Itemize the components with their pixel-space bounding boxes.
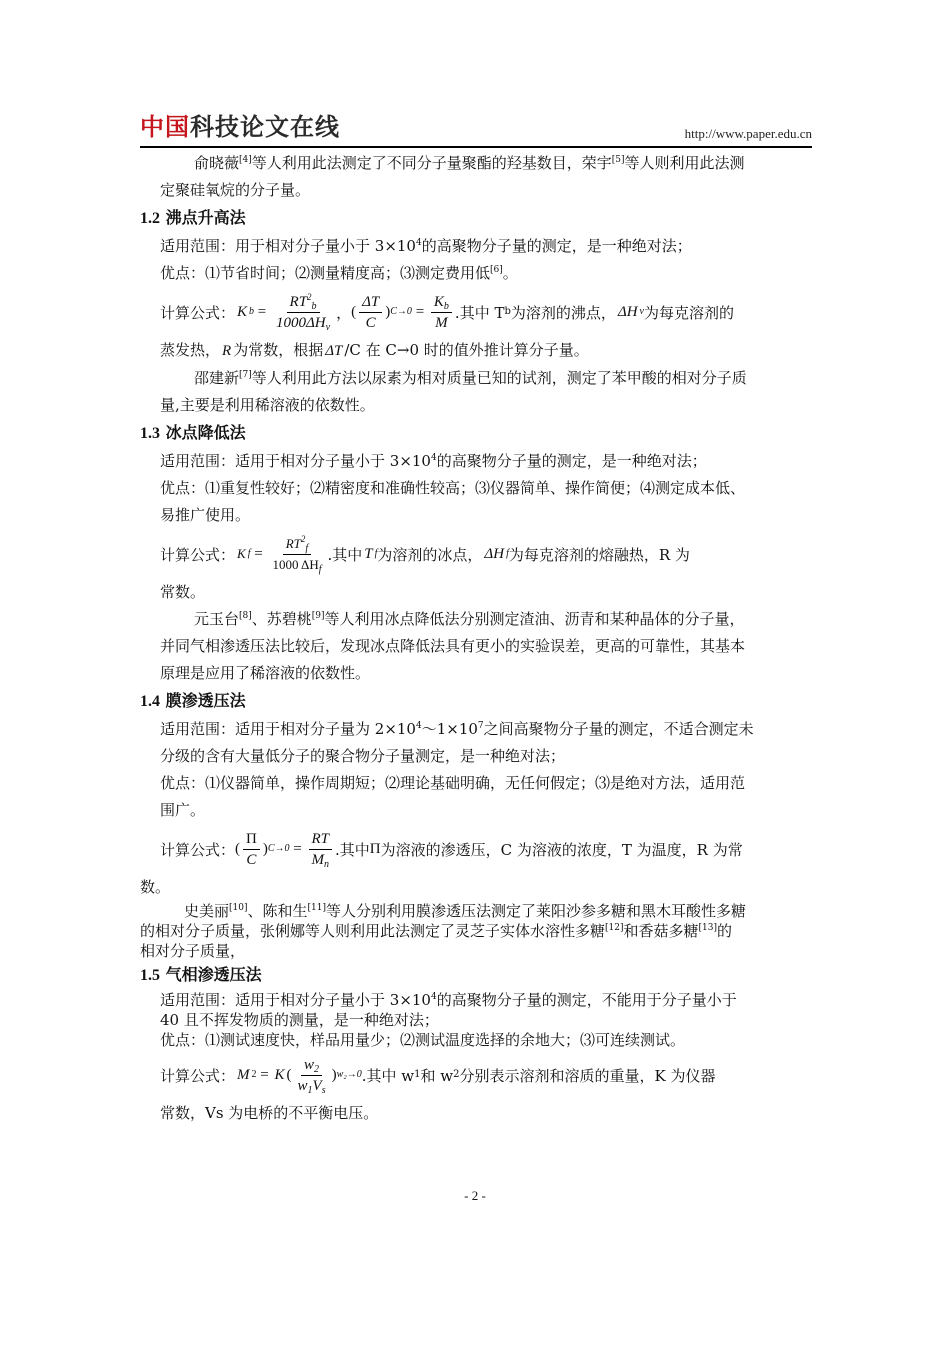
- fraction: $\frac{RT^2_b}{1000\Delta H_v}$: [276, 291, 331, 333]
- fraction: $\frac{RT}{M_n}$: [309, 829, 333, 870]
- formula-explanation: 蒸发热， R 为常数，根据 ΔT /C 在 C→0 时的值外推计算分子量。: [160, 341, 589, 359]
- scope-line: 适用范围：适用于相对分子量为 $2\times 10^4\sim 1\times 10^7$之间高聚物分子量的测定，不适合测定未: [160, 720, 754, 738]
- advantages-line: 优点：⑴仪器简单，操作周期短；⑵理论基础明确，无任何假定；⑶是绝对方法，适用范: [160, 774, 746, 792]
- formula-boiling-point: 计算公式： K b = $\frac{RT^2_b}{1000\Delta H_v}$ ， ( $\frac{\Delta T}{C}$ ) C→0 = $\frac{K_b}{M}$ .其中 T b 为溶剂的沸点， ΔH v 为每克溶剂的: [160, 291, 734, 333]
- header-rule: [140, 146, 812, 148]
- header: [140, 112, 812, 144]
- scope-line-cont: 分级的含有大量低分子的聚合物分子量测定，是一种绝对法；: [160, 747, 566, 765]
- citation: [8]: [239, 611, 252, 621]
- section-heading-1-3: 1.3 冰点降低法: [140, 423, 246, 442]
- application-paragraph-cont: 量,主要是利用稀溶液的依数性。: [160, 396, 375, 414]
- citation: [6]: [490, 265, 503, 275]
- formula-vapor-pressure: 计算公式： M 2 = K ( $\frac{w_2}{w_1V_s}$ ) w₂→0 .其中 w 1 和 w 2 分别表示溶剂和溶质的重量，K 为仪器: [160, 1056, 716, 1096]
- logo-text-dark: 科技论文在线: [190, 113, 340, 141]
- citation: [13]: [698, 923, 717, 933]
- section-heading-1-5: 1.5 气相渗透压法: [140, 965, 262, 984]
- formula-label: 计算公式：: [160, 545, 236, 564]
- application-paragraph: 元玉台[8]、苏碧桃[9]等人利用冰点降低法分别测定渣油、沥青和某种晶体的分子量，: [194, 610, 745, 628]
- scope-line-cont: 40 且不挥发物质的测量，是一种绝对法；: [160, 1011, 439, 1029]
- formula-label: 计算公式：: [160, 1066, 236, 1085]
- fraction: $\frac{K_b}{M}$: [431, 292, 452, 333]
- formula-freezing-point: 计算公式： K f = $\frac{RT^2_f}{1000 \Delta H_f}$ .其中 T f 为溶剂的冰点， ΔH f 为每克溶剂的熔融热，R 为: [160, 533, 690, 575]
- scope-line: 适用范围：用于相对分子量小于 $3\times 10^4$的高聚物分子量的测定，是一种绝对法；: [160, 237, 692, 255]
- fraction: $\frac{\Pi}{C}$: [243, 829, 260, 870]
- formula-explanation: 常数。: [160, 583, 206, 601]
- advantages-line: 优点：⑴重复性较好；⑵精密度和准确性较高；⑶仪器简单、操作简便；⑷测定成本低、: [160, 479, 746, 497]
- formula-explanation: 常数，Vs 为电桥的不平衡电压。: [160, 1104, 379, 1122]
- citation: [11]: [307, 903, 326, 913]
- formula-osmotic-pressure: 计算公式： ( $\frac{\Pi}{C}$ ) C→0 = $\frac{RT}{M_n}$ .其中 Π 为溶液的渗透压，C 为溶液的浓度，T 为温度，R 为常: [160, 830, 743, 870]
- citation: [9]: [311, 611, 325, 621]
- citation: [5]: [611, 155, 625, 165]
- advantages-line-cont: 易推广使用。: [160, 506, 251, 524]
- logo-text-red: 中国: [140, 113, 190, 141]
- section-heading-1-4: 1.4 膜渗透压法: [140, 691, 246, 710]
- fraction: $\frac{RT^2_f}{1000 \Delta H_f}$: [272, 533, 322, 575]
- citation: [7]: [239, 370, 252, 380]
- formula-label: 计算公式：: [160, 303, 236, 322]
- fraction: $\frac{\Delta T}{C}$: [359, 292, 382, 333]
- site-logo[interactable]: [140, 112, 340, 142]
- application-paragraph-cont: 相对分子质量，: [140, 942, 246, 960]
- intro-paragraph-cont: 定聚硅氧烷的分子量。: [160, 181, 311, 199]
- citation: [10]: [229, 903, 248, 913]
- advantages-line: 优点：⑴节省时间；⑵测量精度高；⑶测定费用低[6]。: [160, 264, 518, 282]
- fraction: $\frac{w_2}{w_1V_s}$: [297, 1056, 326, 1096]
- application-paragraph: 邵建新[7]等人利用此方法以尿素为相对质量已知的试剂，测定了苯甲酸的相对分子质: [194, 369, 747, 387]
- advantages-line-cont: 围广。: [160, 801, 206, 819]
- section-heading-1-2: 1.2 沸点升高法: [140, 208, 246, 227]
- formula-explanation: 数。: [140, 878, 171, 896]
- application-paragraph-cont: 原理是应用了稀溶液的依数性。: [160, 664, 371, 682]
- application-paragraph: 史美丽[10]、陈和生[11]等人分别利用膜渗透压法测定了莱阳沙参多糖和黑木耳酸性多糖: [184, 902, 747, 920]
- content: [140, 150, 812, 1127]
- intro-paragraph: 俞晓薇[4]等人利用此法测定了不同分子量聚酯的羟基数目，荣宇[5]等人则利用此法测: [194, 154, 745, 172]
- page-number: - 2 -: [464, 1188, 486, 1203]
- advantages-line: 优点：⑴测试速度快，样品用量少；⑵测试温度选择的余地大；⑶可连续测试。: [160, 1031, 686, 1049]
- header-url[interactable]: http://www.paper.edu.cn: [684, 126, 812, 141]
- application-paragraph-cont: 的相对分子质量，张俐娜等人则利用此法测定了灵芝子实体水溶性多糖[12]和香菇多糖[13]的: [140, 922, 733, 940]
- citation: [12]: [605, 923, 624, 933]
- formula-label: 计算公式：: [160, 840, 236, 859]
- application-paragraph-cont: 并同气相渗透压法比较后，发现冰点降低法具有更小的实验误差，更高的可靠性，其基本: [160, 637, 746, 655]
- citation: [4]: [239, 155, 252, 165]
- scope-line: 适用范围：适用于相对分子量小于 $3\times 10^4$的高聚物分子量的测定，是一种绝对法；: [160, 452, 707, 470]
- scope-line: 适用范围：适用于相对分子量小于 $3\times 10^4$的高聚物分子量的测定，不能用于分子量小于: [160, 991, 737, 1009]
